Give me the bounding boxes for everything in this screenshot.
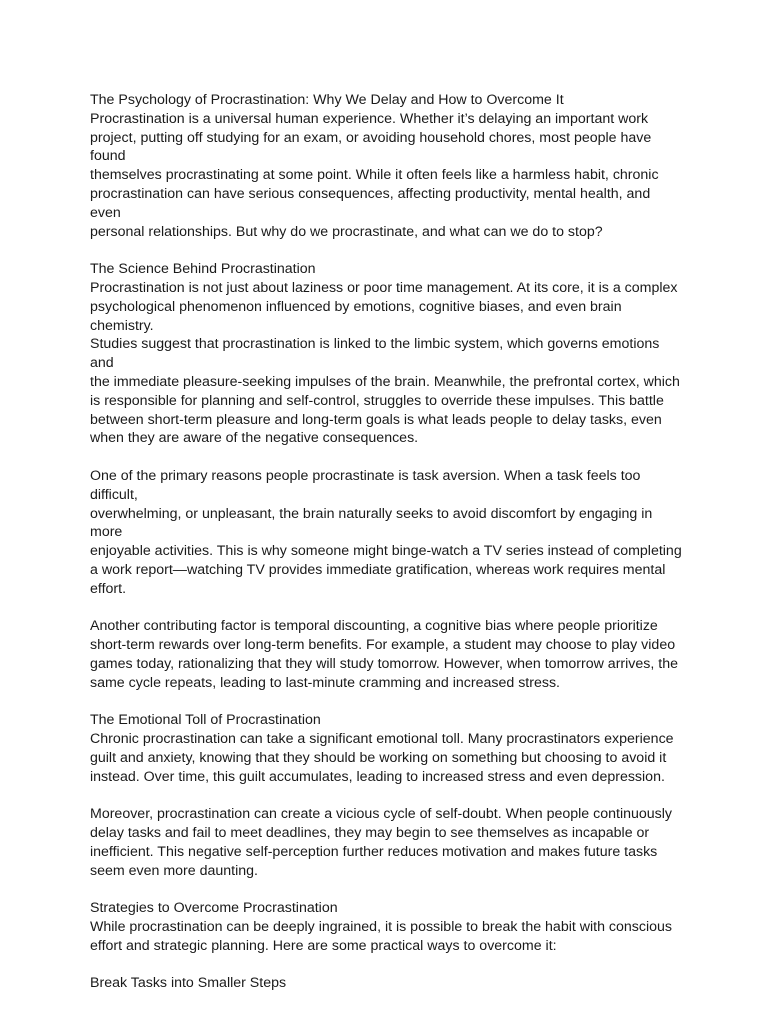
paragraph-gap [90, 786, 682, 805]
emotional-paragraph-2: Moreover, procrastination can create a vicious cycle of self-doubt. When people continuously delay tasks and fail to meet deadlines, they may begin to see themselves as incapable or inefficient. This negative self-perception further reduces motivation and makes future tasks seem even more daunting. [90, 806, 672, 879]
science-paragraph-2: One of the primary reasons people procrastinate is task aversion. When a task feels too difficult, overwhelming, or unpleasant, the brain naturally seeks to avoid discomfort by engaging in more enjoyable activities. This is why someone might binge-watch a TV series instead of completing a work report—watching TV provides immediate gratification, whereas work requires mental effort. [90, 467, 682, 597]
subheading-break-tasks: Break Tasks into Smaller Steps [90, 975, 287, 992]
emotional-paragraph-1: Chronic procrastination can take a significant emotional toll. Many procrastinators experience guilt and anxiety, knowing that they should be working on something but choosing to avoid it instead. Over time, this guilt accumulates, leading to increased stress and even depression. [90, 731, 674, 785]
section-heading-emotional-toll: The Emotional Toll of Procrastination [90, 712, 321, 729]
section-heading-science: The Science Behind Procrastination [90, 261, 316, 278]
section-heading-strategies: Strategies to Overcome Procrastination [90, 900, 338, 917]
paragraph-gap [90, 448, 682, 467]
document-page [90, 91, 682, 993]
paragraph-gap [90, 693, 682, 712]
paragraph-gap [90, 599, 682, 618]
paragraph-gap [90, 241, 682, 260]
science-paragraph-1: Procrastination is not just about laziness or poor time management. At its core, it is a complex psychological phenomenon influenced by emotions, cognitive biases, and even brain chemistry. Studies suggest that procrastination is linked to the limbic system, which governs emotions and the immediate pleasure-seeking impulses of the brain. Meanwhile, the prefrontal cortex, which is responsible for planning and self-control, struggles to override these impulses. This battle between short-term pleasure and long-term goals is what leads people to delay tasks, even when they are aware of the negative consequences. [90, 279, 680, 447]
intro-paragraph: Procrastination is a universal human experience. Whether it’s delaying an important work project, putting off studying for an exam, or avoiding household chores, most people have found themselves procrastinating at some point. While it often feels like a harmless habit, chronic procrastination can have serious consequences, affecting productivity, mental health, and even personal relationships. But why do we procrastinate, and what can we do to stop? [90, 110, 659, 240]
science-paragraph-3: Another contributing factor is temporal discounting, a cognitive bias where people prioritize short-term rewards over long-term benefits. For example, a student may choose to play video games today, rationalizing that they will study tomorrow. However, when tomorrow arrives, the same cycle repeats, leading to last-minute cramming and increased stress. [90, 618, 678, 691]
paragraph-gap [90, 956, 682, 975]
strategies-paragraph-1: While procrastination can be deeply ingrained, it is possible to break the habit with conscious effort and strategic planning. Here are some practical ways to overcome it: [90, 919, 673, 954]
document-title: The Psychology of Procrastination: Why We Delay and How to Overcome It [90, 92, 564, 108]
paragraph-gap [90, 880, 682, 899]
